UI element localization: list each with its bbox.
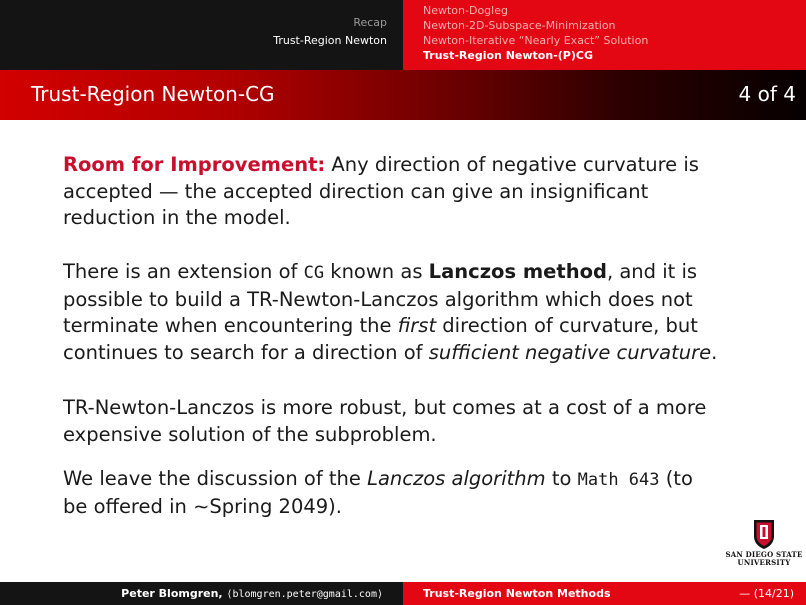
university-name-line: UNIVERSITY [737, 558, 791, 567]
paragraph-lanczos-extension [63, 259, 763, 366]
footer-author [121, 587, 383, 600]
footer-talk-title: Trust-Region Newton Methods [423, 587, 611, 600]
text-span: We leave the discussion of the [63, 467, 368, 490]
text-span: There is an extension of [63, 260, 304, 283]
text-span: (to [659, 467, 693, 490]
frame-title: Trust-Region Newton-CG [31, 82, 275, 106]
text-line: reduction in the model. [63, 206, 291, 229]
nav-subsection-iterative[interactable]: Newton-Iterative “Nearly Exact” Solution [423, 34, 649, 47]
text-line [63, 340, 763, 367]
text-span: continues to search for a direction of [63, 340, 429, 364]
italic-first: first [397, 314, 437, 337]
nav-subsection-pcg[interactable]: Trust-Region Newton-(P)CG [423, 49, 593, 62]
text-span: terminate when encountering the [63, 314, 398, 337]
code-cg: CG [303, 263, 325, 283]
author-email: ⟨blomgren.peter@gmail.com⟩ [226, 589, 383, 600]
university-logo [722, 518, 806, 568]
text-line [63, 313, 763, 340]
author-name: Peter Blomgren, [121, 587, 227, 600]
text-span: , and it is [606, 260, 698, 283]
header-navigation [0, 0, 806, 70]
nav-subsection-dogleg[interactable]: Newton-Dogleg [423, 4, 508, 17]
text-line [63, 152, 763, 179]
frame-title-bar [0, 70, 806, 120]
footer [0, 582, 806, 605]
university-name-line: SAN DIEGO STATE [725, 550, 803, 559]
text-span: direction of curvature, but [436, 314, 698, 337]
italic-sufficient-negative-curvature: sufficient negative curvature [428, 340, 712, 364]
text-span: to [545, 467, 578, 490]
bold-lanczos-method: Lanczos method [428, 260, 607, 283]
text-line: possible to build a TR-Newton-Lanczos algorithm which does not [63, 287, 693, 311]
frame-number: 4 of 4 [738, 82, 796, 106]
text-span: Any direction of negative curvature is [325, 153, 699, 176]
footer-author-panel [0, 582, 403, 605]
alert-label: Room for Improvement: [63, 153, 326, 176]
university-seal-icon [752, 518, 776, 550]
nav-section-trust-region-newton[interactable]: Trust-Region Newton [273, 34, 387, 47]
university-name [722, 551, 806, 567]
footer-page-number: — (14/21) [739, 587, 794, 600]
code-math-643: Math 643 [577, 470, 660, 490]
section-nav [0, 0, 403, 70]
paragraph-robustness [63, 395, 763, 448]
text-span: . [711, 340, 718, 364]
text-span: known as [324, 260, 429, 283]
italic-lanczos-algorithm: Lanczos algorithm [367, 467, 546, 490]
nav-subsection-2d-subspace[interactable]: Newton-2D-Subspace-Minimization [423, 19, 616, 32]
nav-section-recap[interactable]: Recap [353, 16, 387, 29]
paragraph-room-for-improvement [63, 152, 763, 232]
text-line: accepted — the accepted direction can give an insignificant [63, 179, 649, 203]
paragraph-lanczos-discussion [63, 466, 763, 520]
text-line [63, 466, 763, 494]
footer-talk-panel [403, 582, 806, 605]
text-line [63, 259, 763, 287]
text-line: expensive solution of the subproblem. [63, 422, 437, 446]
subsection-nav [403, 0, 806, 70]
text-line: TR-Newton-Lanczos is more robust, but comes at a cost of a more [63, 396, 707, 419]
text-line: be offered in ∼Spring 2049). [63, 494, 342, 518]
